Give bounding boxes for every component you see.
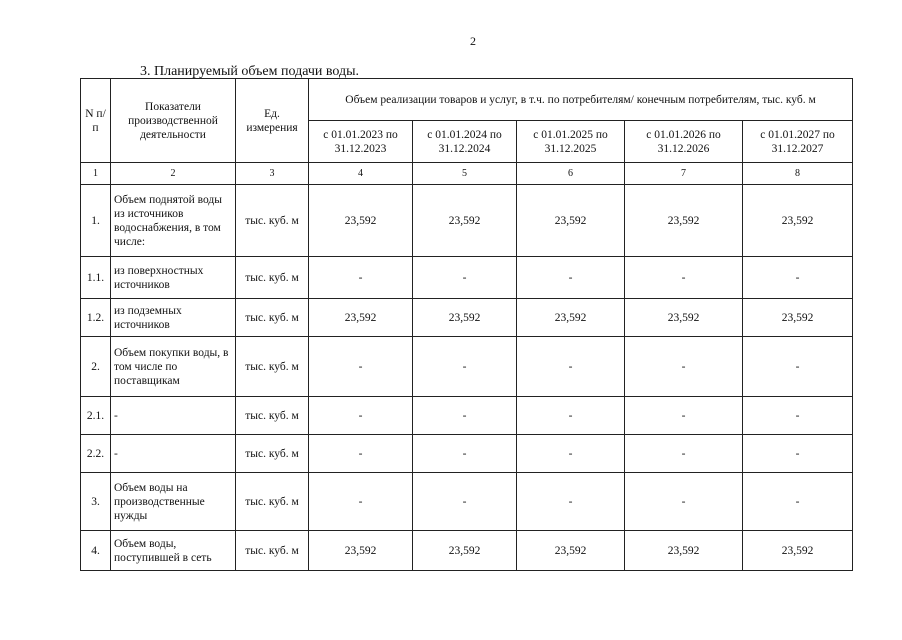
value-cell: - [413, 337, 517, 397]
header-num: N п/п [81, 79, 111, 163]
column-number: 2 [111, 163, 236, 185]
value-cell: - [517, 337, 625, 397]
value-cell: 23,592 [625, 299, 743, 337]
header-volume: Объем реализации товаров и услуг, в т.ч. по потребителям/ конечным потребителям, тыс. куб. м [309, 79, 853, 121]
row-unit: тыс. куб. м [236, 531, 309, 571]
column-number-row [81, 163, 853, 185]
column-number: 8 [743, 163, 853, 185]
table-row [81, 397, 853, 435]
value-cell: - [625, 435, 743, 473]
value-cell: - [743, 337, 853, 397]
value-cell: 23,592 [309, 185, 413, 257]
value-cell: - [743, 257, 853, 299]
row-num: 4. [81, 531, 111, 571]
value-cell: 23,592 [625, 185, 743, 257]
row-num: 1.2. [81, 299, 111, 337]
column-number: 5 [413, 163, 517, 185]
value-cell: 23,592 [309, 299, 413, 337]
row-name: Объем поднятой воды из источников водоснабжения, в том числе: [111, 185, 236, 257]
column-number: 6 [517, 163, 625, 185]
header-period-2026: с 01.01.2026 по 31.12.2026 [625, 121, 743, 163]
value-cell: - [309, 397, 413, 435]
value-cell: 23,592 [517, 185, 625, 257]
value-cell: 23,592 [743, 531, 853, 571]
row-unit: тыс. куб. м [236, 257, 309, 299]
water-supply-table [80, 78, 853, 571]
row-unit: тыс. куб. м [236, 397, 309, 435]
value-cell: 23,592 [743, 185, 853, 257]
value-cell: - [743, 397, 853, 435]
value-cell: 23,592 [625, 531, 743, 571]
row-unit: тыс. куб. м [236, 473, 309, 531]
value-cell: 23,592 [413, 185, 517, 257]
column-number: 1 [81, 163, 111, 185]
value-cell: - [517, 473, 625, 531]
value-cell: 23,592 [413, 531, 517, 571]
table-row [81, 185, 853, 257]
value-cell: - [517, 435, 625, 473]
value-cell: - [625, 337, 743, 397]
header-period-2025: с 01.01.2025 по 31.12.2025 [517, 121, 625, 163]
value-cell: - [309, 337, 413, 397]
row-unit: тыс. куб. м [236, 299, 309, 337]
row-num: 2. [81, 337, 111, 397]
page-number: 2 [470, 34, 476, 48]
value-cell: - [517, 397, 625, 435]
value-cell: - [413, 473, 517, 531]
row-num: 1.1. [81, 257, 111, 299]
row-name: из подземных источников [111, 299, 236, 337]
value-cell: - [625, 257, 743, 299]
row-name: - [111, 435, 236, 473]
value-cell: - [309, 473, 413, 531]
value-cell: - [413, 435, 517, 473]
value-cell: - [625, 473, 743, 531]
value-cell: - [743, 435, 853, 473]
row-num: 2.1. [81, 397, 111, 435]
row-unit: тыс. куб. м [236, 337, 309, 397]
row-num: 3. [81, 473, 111, 531]
value-cell: - [413, 397, 517, 435]
header-indicator: Показатели производственной деятельности [111, 79, 236, 163]
header-period-2023: с 01.01.2023 по 31.12.2023 [309, 121, 413, 163]
table-row [81, 531, 853, 571]
value-cell: - [517, 257, 625, 299]
value-cell: - [625, 397, 743, 435]
header-period-2027: с 01.01.2027 по 31.12.2027 [743, 121, 853, 163]
row-name: из поверхностных источников [111, 257, 236, 299]
value-cell: - [309, 435, 413, 473]
value-cell: 23,592 [309, 531, 413, 571]
value-cell: - [743, 473, 853, 531]
row-name: Объем покупки воды, в том числе по поставщикам [111, 337, 236, 397]
row-num: 2.2. [81, 435, 111, 473]
column-number: 3 [236, 163, 309, 185]
value-cell: - [309, 257, 413, 299]
value-cell: 23,592 [517, 531, 625, 571]
column-number: 7 [625, 163, 743, 185]
table-row [81, 435, 853, 473]
row-num: 1. [81, 185, 111, 257]
value-cell: - [413, 257, 517, 299]
header-unit: Ед. измерения [236, 79, 309, 163]
table-row [81, 299, 853, 337]
row-name: Объем воды на производственные нужды [111, 473, 236, 531]
header-period-2024: с 01.01.2024 по 31.12.2024 [413, 121, 517, 163]
table-row [81, 337, 853, 397]
value-cell: 23,592 [413, 299, 517, 337]
row-unit: тыс. куб. м [236, 185, 309, 257]
table-row [81, 473, 853, 531]
value-cell: 23,592 [517, 299, 625, 337]
table-row [81, 257, 853, 299]
row-name: - [111, 397, 236, 435]
section-title: 3. Планируемый объем подачи воды. [140, 64, 360, 79]
column-number: 4 [309, 163, 413, 185]
row-unit: тыс. куб. м [236, 435, 309, 473]
value-cell: 23,592 [743, 299, 853, 337]
row-name: Объем воды, поступившей в сеть [111, 531, 236, 571]
